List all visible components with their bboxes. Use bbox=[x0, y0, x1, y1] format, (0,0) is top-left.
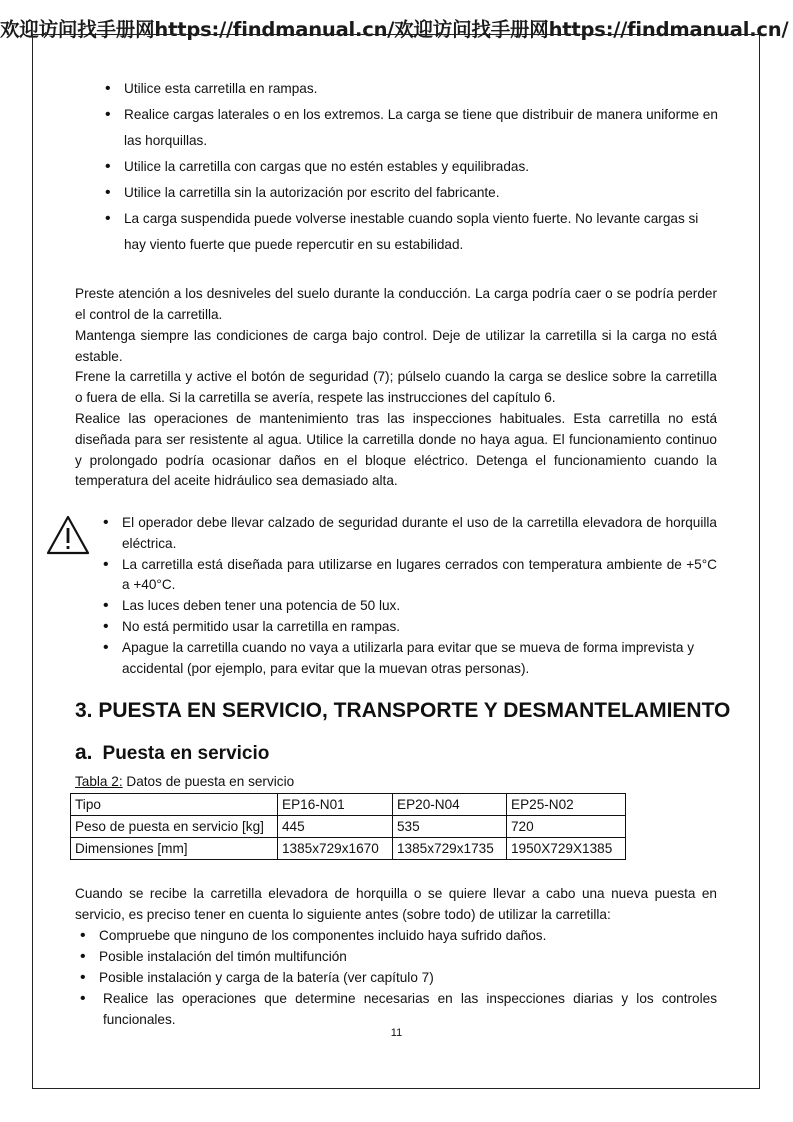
list-item: • La carretilla está diseñada para utilizarse en lugares cerrados con temperatura ambiente de +5°C a +40°C. bbox=[98, 555, 717, 597]
prohibited-actions-list bbox=[100, 76, 720, 258]
intro-paragraph: Cuando se recibe la carretilla elevadora de horquilla o se quiere llevar a cabo una nueva puesta en servicio, es preciso tener en cuenta lo siguiente antes (sobre todo) de utilizar la carretilla: bbox=[75, 886, 717, 922]
list-item: • Compruebe que ninguno de los componentes incluido haya sufrido daños. bbox=[75, 926, 717, 947]
list-item: • La carga suspendida puede volverse inestable cuando sopla viento fuerte. No levante cargas si hay viento fuerte que puede repercutir en su estabilidad. bbox=[100, 206, 720, 258]
page-number: 11 bbox=[390, 1027, 403, 1039]
list-item: • Apague la carretilla cuando no vaya a utilizarla para evitar que se mueva de forma imprevista y accidental (por ejemplo, para evitar que la muevan otras personas). bbox=[98, 638, 717, 680]
paragraph: Mantenga siempre las condiciones de carga bajo control. Deje de utilizar la carretilla si la carga no está estable. bbox=[75, 328, 717, 364]
list-item: • Posible instalación y carga de la batería (ver capítulo 7) bbox=[75, 968, 717, 989]
list-item: • Utilice esta carretilla en rampas. bbox=[100, 76, 720, 102]
table-cell: 720 bbox=[507, 816, 626, 838]
commissioning-table bbox=[70, 793, 626, 860]
list-item: • Las luces deben tener una potencia de 50 lux. bbox=[98, 596, 717, 617]
list-item: • Posible instalación del timón multifunción bbox=[75, 947, 717, 968]
list-item: • No está permitido usar la carretilla en rampas. bbox=[98, 617, 717, 638]
table-cell: Dimensiones [mm] bbox=[71, 838, 278, 860]
list-item: • El operador debe llevar calzado de seguridad durante el uso de la carretilla elevadora de horquilla eléctrica. bbox=[98, 513, 717, 555]
table-cell: 535 bbox=[393, 816, 507, 838]
list-item: • Utilice la carretilla sin la autorización por escrito del fabricante. bbox=[100, 180, 720, 206]
paragraph: Frene la carretilla y active el botón de seguridad (7); púlselo cuando la carga se deslice sobre la carretilla o fuera de ella. Si la carretilla se avería, respete las instrucciones del capítulo 6. bbox=[75, 369, 717, 405]
subsection-title bbox=[75, 741, 269, 765]
list-item: • Realice las operaciones que determine necesarias en las inspecciones diarias y los controles funcionales. bbox=[75, 989, 717, 1031]
table-cell: 1385x729x1735 bbox=[393, 838, 507, 860]
table-cell: 1385x729x1670 bbox=[278, 838, 393, 860]
table-cell: Tipo bbox=[71, 794, 278, 816]
table-header-row bbox=[71, 794, 626, 816]
subsection-text: Puesta en servicio bbox=[102, 743, 270, 764]
table-caption bbox=[75, 774, 294, 789]
list-item: • Realice cargas laterales o en los extremos. La carga se tiene que distribuir de manera uniforme en las horquillas. bbox=[100, 102, 720, 154]
watermark-banner: 欢迎访问找手册网https://findmanual.cn/欢迎访问找手册网https://findmanual.cn/ bbox=[0, 18, 789, 41]
table-cell: 445 bbox=[278, 816, 393, 838]
subsection-letter: a. bbox=[75, 741, 93, 764]
paragraph: Realice las operaciones de mantenimiento tras las inspecciones habituales. Esta carretilla no está diseñada para ser resistente al agua. Utilice la carretilla donde no haya agua. El funcionamiento continuo y prolongado podría ocasionar daños en el bloque eléctrico. Detenga el funcionamiento cuando la temperatura del aceite hidráulico sea demasiado alta. bbox=[75, 411, 717, 489]
table-caption-text: Datos de puesta en servicio bbox=[122, 774, 295, 789]
table-caption-label: Tabla 2: bbox=[75, 774, 123, 789]
paragraph: Preste atención a los desniveles del suelo durante la conducción. La carga podría caer o se podría perder el control de la carretilla. bbox=[75, 286, 717, 322]
warning-list bbox=[98, 513, 717, 679]
table-cell: EP20-N04 bbox=[393, 794, 507, 816]
warning-triangle-icon bbox=[46, 515, 90, 555]
section-title: 3. PUESTA EN SERVICIO, TRANSPORTE Y DESMANTELAMIENTO bbox=[75, 699, 731, 722]
checklist bbox=[75, 926, 717, 988]
table-cell: EP25-N02 bbox=[507, 794, 626, 816]
table-cell: 1950X729X1385 bbox=[507, 838, 626, 860]
table-cell: EP16-N01 bbox=[278, 794, 393, 816]
table-row bbox=[71, 838, 626, 860]
checklist-operations bbox=[75, 989, 717, 1031]
table-row bbox=[71, 816, 626, 838]
table-cell: Peso de puesta en servicio [kg] bbox=[71, 816, 278, 838]
list-item: • Utilice la carretilla con cargas que no estén estables y equilibradas. bbox=[100, 154, 720, 180]
